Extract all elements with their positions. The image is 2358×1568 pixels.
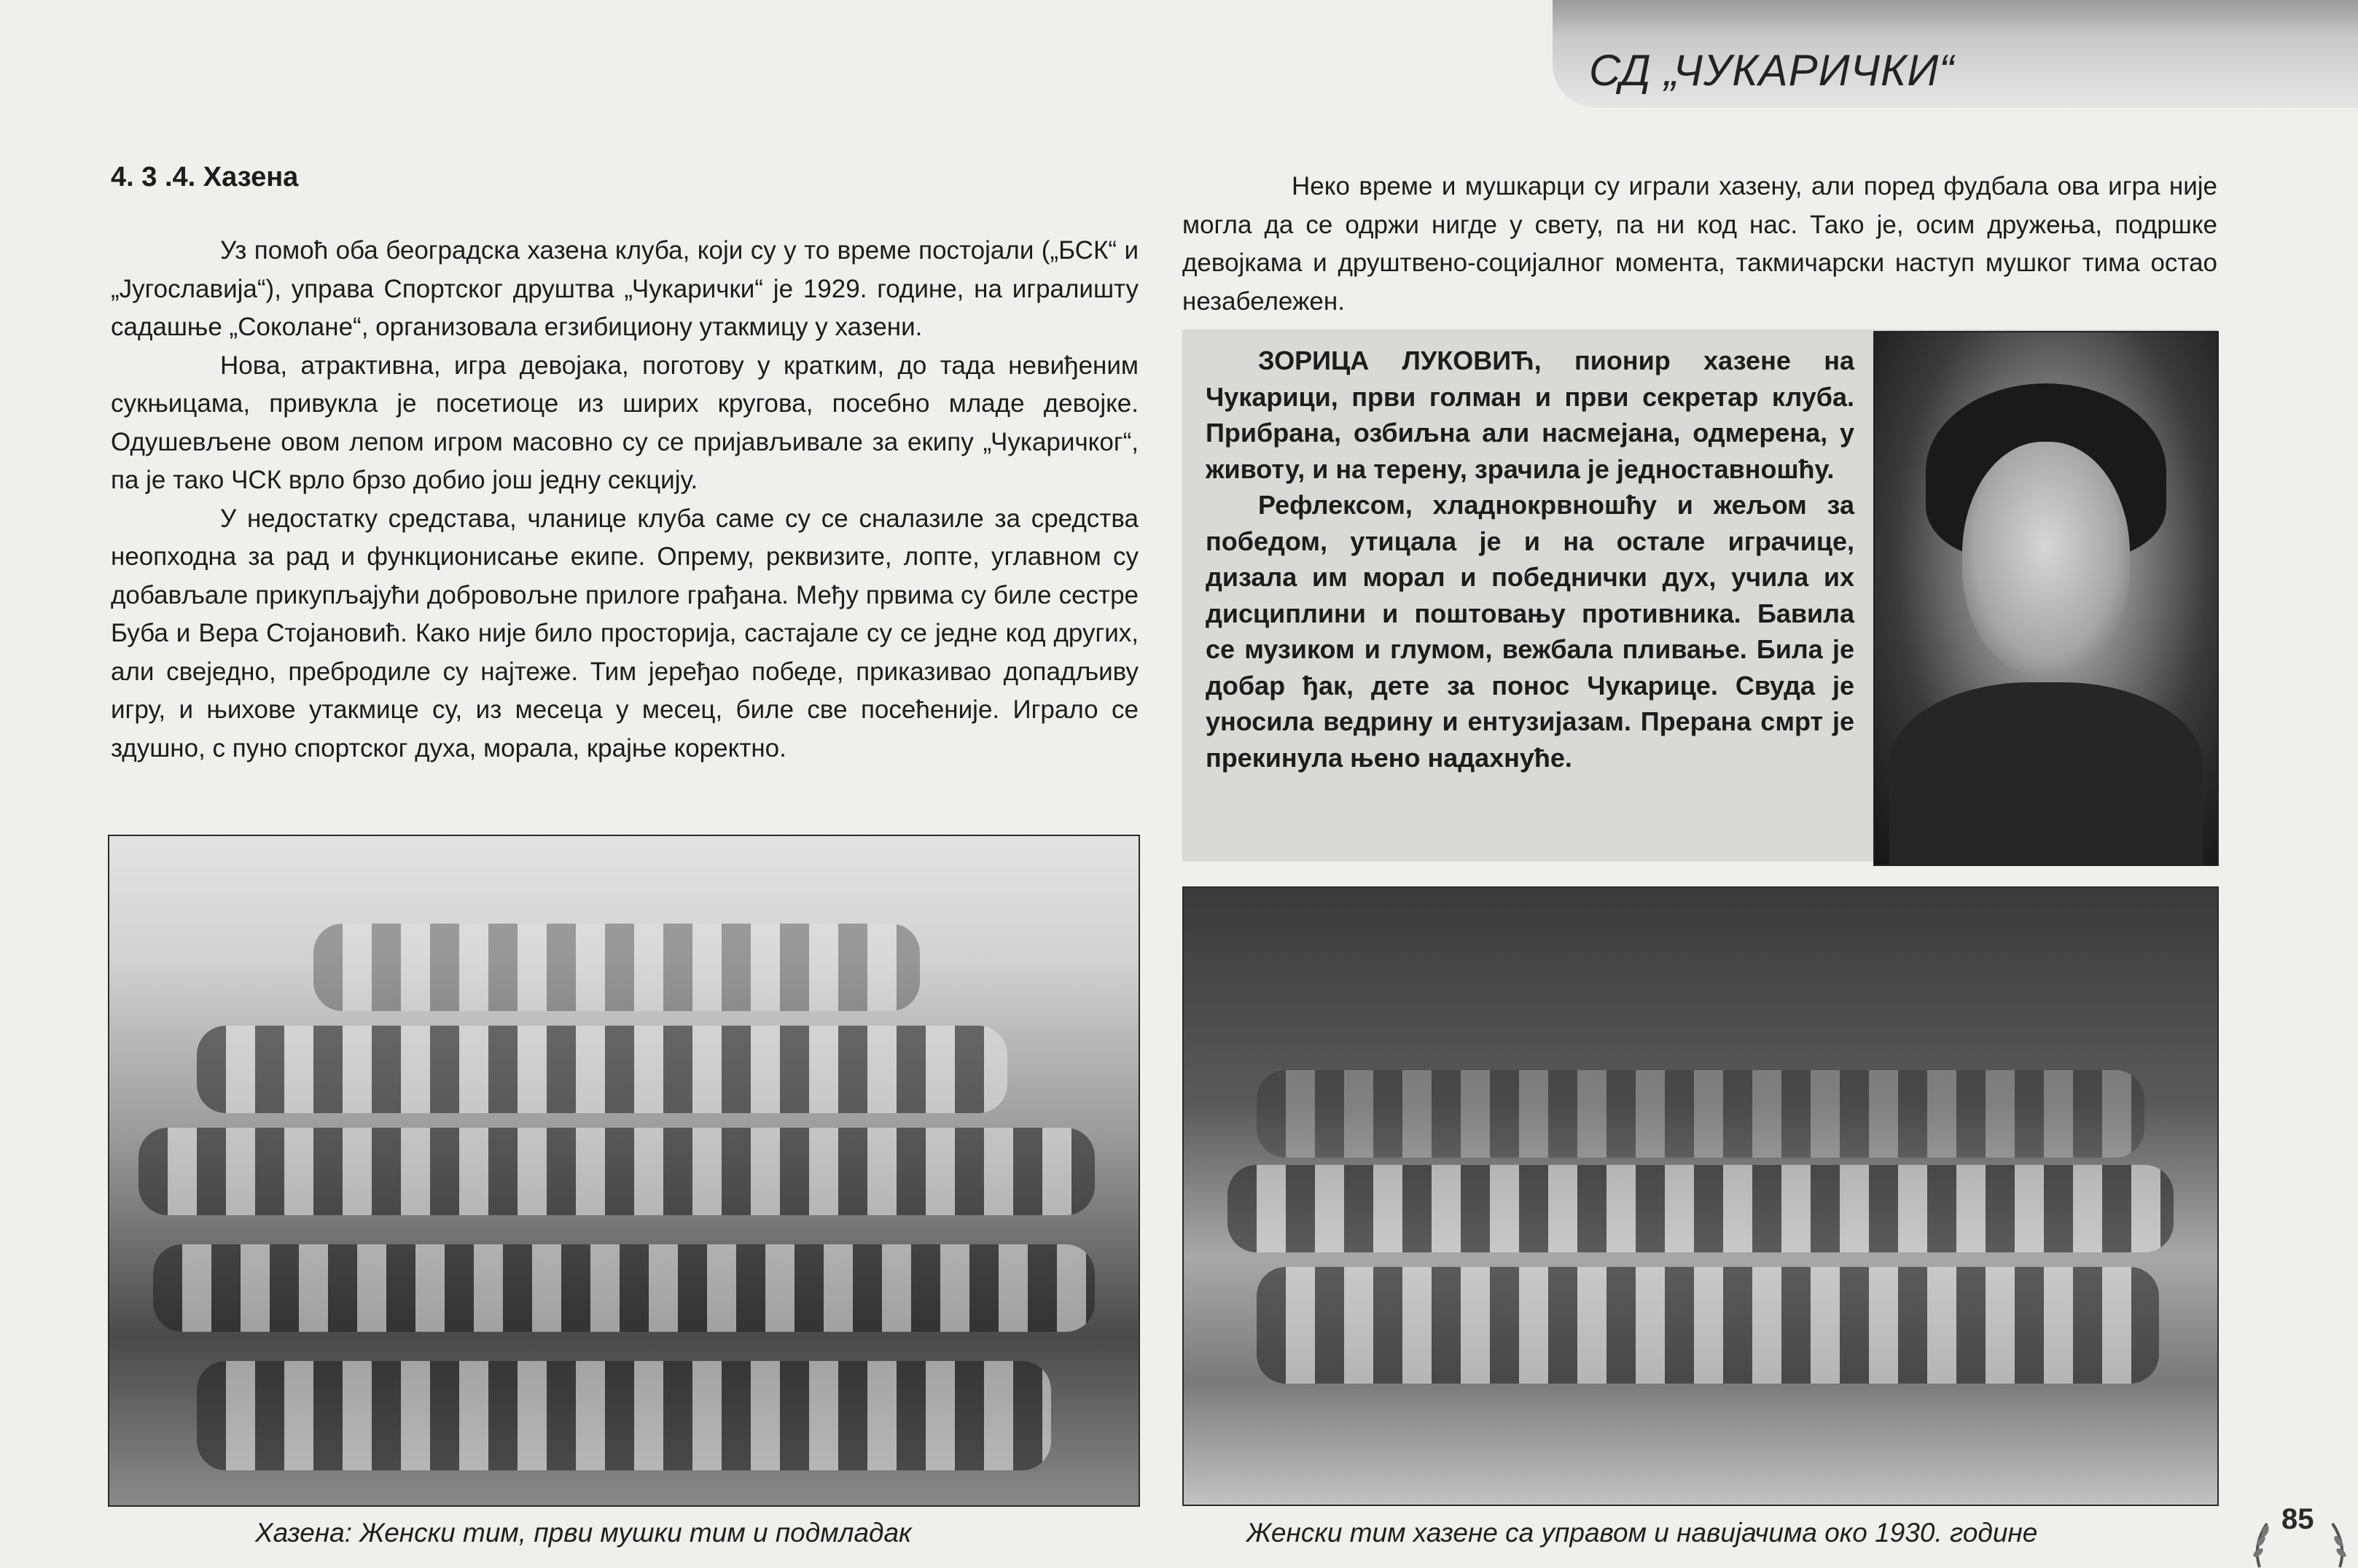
page-header-title: СД „ЧУКАРИЧКИ“ xyxy=(1589,46,1955,95)
photo-crowd-row xyxy=(153,1244,1095,1332)
team-photo-left xyxy=(108,835,1140,1507)
team-photo-right xyxy=(1182,886,2219,1506)
photo-caption-right: Женски тим хазене са управом и навијачима око 1930. године xyxy=(1246,1518,2038,1548)
photo-crowd-row xyxy=(138,1128,1095,1215)
photo-crowd-row xyxy=(197,1361,1051,1470)
bio-paragraph: ЗОРИЦА ЛУКОВИЋ, пионир хазене на Чукарици, први голман и први секретар клуба. Прибрана, озбиљна али насмејана, одмерена, у животу, и на терену, зрачила је једноставношћу. xyxy=(1206,346,1854,484)
portrait-photo xyxy=(1873,331,2219,866)
photo-crowd-row xyxy=(1257,1267,2159,1384)
page-number: 85 xyxy=(2281,1503,2314,1535)
bio-paragraph: Рефлексом, хладнокрвношћу и жељом за победом, утицала је и на остале играчице, дизала им морал и победнички дух, учила их дисциплини и поштовању противника. Бавила се музиком и глумом, вежбала пливање. Била је добар ђак, дете за понос Чукарице. Свуда је уносила ведрину и ентузијазам. Прерана смрт је прекинула њено надахнуће. xyxy=(1206,490,1854,773)
photo-crowd-row xyxy=(1227,1165,2174,1252)
paragraph: Неко време и мушкарци су играли хазену, али поред фудбала ова игра није могла да се одржи нигде у свету, па ни код нас. Тако је, осим дружења, подршке девојкама и друштвено-социјалног момента, такмичарски наступ мушког тима остао незабележен. xyxy=(1182,172,2217,316)
bio-text xyxy=(1206,343,1854,776)
paragraph: Уз помоћ оба београдска хазена клуба, који су у то време постојали („БСК“ и „Југославија“), управа Спортског друштва „Чукарички“ је 1929. године, на игралишту садашње „Соколане“, организовала егзибициону утакмицу у хазени. xyxy=(111,236,1139,341)
left-column-text xyxy=(111,232,1139,768)
photo-crowd-row xyxy=(313,924,920,1011)
right-column-text xyxy=(1182,168,2217,321)
section-heading: 4. 3 .4. Хазена xyxy=(111,162,299,192)
portrait-body xyxy=(1889,682,2203,865)
portrait-face xyxy=(1962,442,2130,675)
paragraph: Нова, атрактивна, игра девојака, поготову у кратким, до тада невиђеним сукњицама, привукла је посетиоце из ширих кругова, посебно младе девојке. Одушевљене овом лепом игром масовно су се пријављивале за екипу „Чукаричког“, па је тако ЧСК врло брзо добио још једну секцију. xyxy=(111,351,1139,494)
photo-crowd-row xyxy=(1257,1070,2144,1158)
photo-crowd-row xyxy=(197,1026,1007,1113)
paragraph: У недостатку средстава, чланице клуба саме су се сналазиле за средства неопходна за рад и функционисање екипе. Опрему, реквизите, лопте, углавном су добављале прикупљајући добровољне прилоге грађана. Међу првима су биле сестре Буба и Вера Стојановић. Како није било просторија, састајале су се једне код других, али свеједно, пребродиле су најтеже. Тим јеређао победе, приказивао допадљиву игру, и њихове утакмице су, из месеца у месец, биле све посећеније. Играло се здушно, с пуно спортског духа, морала, крајње коректно. xyxy=(111,504,1139,762)
photo-caption-left: Хазена: Женски тим, први мушки тим и подмладак xyxy=(255,1518,912,1548)
